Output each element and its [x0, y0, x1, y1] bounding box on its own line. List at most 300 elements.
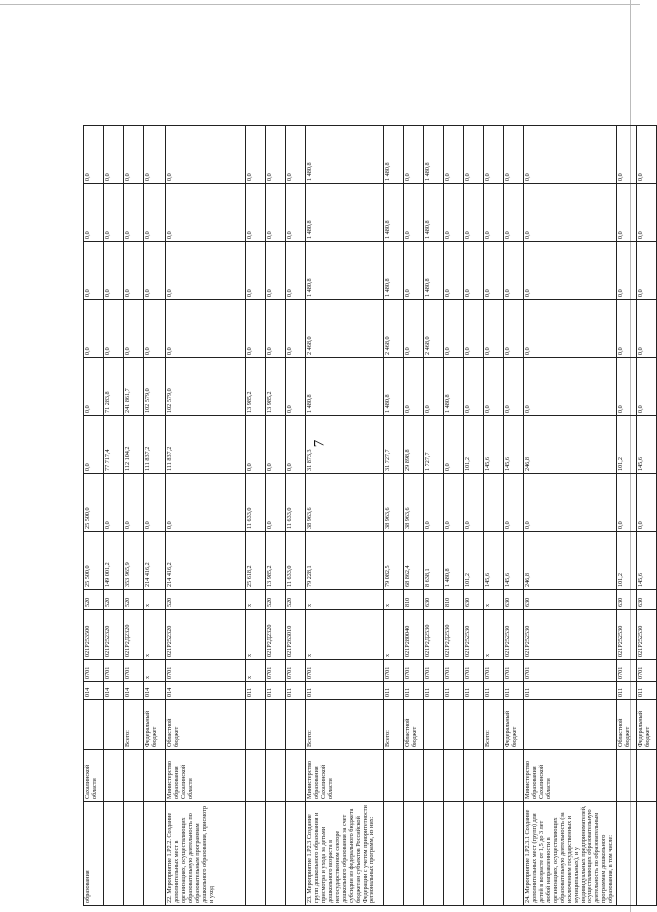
cell-executor: [384, 750, 404, 802]
cell-activity: [384, 802, 404, 906]
cell-y2026: 0,0: [444, 126, 464, 184]
cell-gr: 011: [404, 682, 424, 700]
cell-section: 0701: [166, 660, 246, 682]
cell-y2022: 102 579,0: [166, 358, 246, 416]
cell-y2020: 0,0: [444, 474, 464, 532]
cell-total: 1 480,8: [444, 532, 464, 590]
cell-vr: 810: [444, 590, 464, 610]
cell-y2024: 0,0: [617, 242, 637, 300]
cell-y2020: 0,0: [124, 474, 144, 532]
cell-source: [424, 700, 444, 750]
cell-source: [444, 700, 464, 750]
cell-y2023: 2 468,0: [306, 300, 384, 358]
cell-y2023: 0,0: [246, 300, 266, 358]
cell-section: 0701: [464, 660, 484, 682]
cell-y2026: 1 480,8: [384, 126, 404, 184]
cell-section: 0701: [484, 660, 504, 682]
cell-y2025: 0,0: [617, 184, 637, 242]
cell-csr: 021P263010: [286, 610, 306, 660]
cell-source: [266, 700, 286, 750]
cell-executor: [404, 750, 424, 802]
cell-vr: 630: [637, 590, 657, 610]
cell-section: 0701: [384, 660, 404, 682]
cell-activity: образования: [84, 802, 104, 906]
cell-y2025: 0,0: [484, 184, 504, 242]
cell-y2022: 0,0: [286, 358, 306, 416]
cell-y2020: 25 500,0: [84, 474, 104, 532]
cell-y2021: 111 837,2: [144, 416, 166, 474]
cell-y2026: 1 480,8: [424, 126, 444, 184]
cell-section: 0701: [266, 660, 286, 682]
cell-total: 101,2: [617, 532, 637, 590]
cell-total: 13 985,2: [266, 532, 286, 590]
cell-y2022: 0,0: [424, 358, 444, 416]
cell-vr: 520: [124, 590, 144, 610]
cell-executor: [504, 750, 524, 802]
cell-y2023: 0,0: [484, 300, 504, 358]
cell-vr: x: [306, 590, 384, 610]
table-row: [617, 126, 637, 906]
cell-section: 0701: [424, 660, 444, 682]
cell-y2021: 31 727,7: [384, 416, 404, 474]
cell-vr: 630: [504, 590, 524, 610]
cell-y2025: 1 480,8: [424, 184, 444, 242]
cell-y2025: 0,0: [444, 184, 464, 242]
cell-y2025: 0,0: [166, 184, 246, 242]
cell-source: Всего:: [306, 700, 384, 750]
cell-csr: 021P2Д2530: [444, 610, 464, 660]
cell-y2023: 0,0: [144, 300, 166, 358]
cell-activity: [404, 802, 424, 906]
cell-gr: 011: [617, 682, 637, 700]
cell-csr: x: [306, 610, 384, 660]
cell-activity: [266, 802, 286, 906]
cell-y2024: 0,0: [444, 242, 464, 300]
cell-gr: 011: [464, 682, 484, 700]
cell-y2021: 145,6: [637, 416, 657, 474]
cell-y2024: 1 480,8: [424, 242, 444, 300]
cell-y2026: 0,0: [246, 126, 266, 184]
cell-source: [286, 700, 306, 750]
cell-y2026: 0,0: [617, 126, 637, 184]
cell-y2024: 0,0: [504, 242, 524, 300]
table-row: [524, 126, 617, 906]
table-row: [424, 126, 444, 906]
cell-activity: [246, 802, 266, 906]
cell-y2025: 0,0: [286, 184, 306, 242]
cell-y2022: 0,0: [404, 358, 424, 416]
cell-y2022: 0,0: [617, 358, 637, 416]
cell-csr: 021P252530: [524, 610, 617, 660]
cell-total: 145,6: [637, 532, 657, 590]
cell-y2021: 246,8: [524, 416, 617, 474]
cell-y2026: 0,0: [124, 126, 144, 184]
cell-y2020: [484, 474, 504, 532]
cell-executor: Министерство образования Сахалинской области: [166, 750, 246, 802]
cell-total: 68 862,4: [404, 532, 424, 590]
cell-y2026: 0,0: [524, 126, 617, 184]
cell-vr: 520: [266, 590, 286, 610]
cell-y2021: 77 717,4: [104, 416, 124, 474]
cell-y2020: 11 633,0: [286, 474, 306, 532]
cell-y2025: 0,0: [464, 184, 484, 242]
cell-y2020: 0,0: [104, 474, 124, 532]
cell-section: 0701: [84, 660, 104, 682]
cell-activity: [144, 802, 166, 906]
cell-vr: 630: [617, 590, 637, 610]
cell-source: [84, 700, 104, 750]
cell-source: [104, 700, 124, 750]
cell-activity: [286, 802, 306, 906]
cell-y2024: 0,0: [266, 242, 286, 300]
cell-csr: 021P252320: [104, 610, 124, 660]
cell-vr: 520: [84, 590, 104, 610]
cell-vr: x: [384, 590, 404, 610]
cell-y2026: 0,0: [637, 126, 657, 184]
cell-gr: 011: [444, 682, 464, 700]
cell-total: 79 228,1: [306, 532, 384, 590]
cell-vr: x: [246, 590, 266, 610]
cell-y2022: 13 985,2: [246, 358, 266, 416]
table-row: [124, 126, 144, 906]
cell-csr: 021P252530: [464, 610, 484, 660]
cell-y2023: 0,0: [266, 300, 286, 358]
cell-y2022: 1 480,8: [444, 358, 464, 416]
cell-y2025: 0,0: [266, 184, 286, 242]
table-row: [306, 126, 384, 906]
table-row: [84, 126, 104, 906]
cell-y2022: 0,0: [84, 358, 104, 416]
cell-source: [524, 700, 617, 750]
cell-csr: x: [144, 610, 166, 660]
cell-executor: [484, 750, 504, 802]
cell-source: [246, 700, 266, 750]
cell-y2022: 71 283,8: [104, 358, 124, 416]
cell-total: 214 416,2: [144, 532, 166, 590]
cell-activity: [464, 802, 484, 906]
cell-y2022: 0,0: [464, 358, 484, 416]
cell-y2022: 1 480,8: [384, 358, 404, 416]
table-row: [384, 126, 404, 906]
cell-y2024: 0,0: [484, 242, 504, 300]
cell-y2021: 101,2: [617, 416, 637, 474]
cell-csr: 021P2Д2320: [266, 610, 286, 660]
cell-y2022: 0,0: [504, 358, 524, 416]
cell-activity: [637, 802, 657, 906]
cell-section: 0701: [306, 660, 384, 682]
cell-y2024: 0,0: [404, 242, 424, 300]
cell-y2022: 1 480,8: [306, 358, 384, 416]
cell-activity: [617, 802, 637, 906]
cell-y2024: 0,0: [84, 242, 104, 300]
cell-y2022: 102 579,0: [144, 358, 166, 416]
cell-y2023: 0,0: [166, 300, 246, 358]
table-row: [484, 126, 504, 906]
cell-y2023: 0,0: [444, 300, 464, 358]
cell-section: x: [144, 660, 166, 682]
cell-source: Всего:: [384, 700, 404, 750]
cell-executor: [637, 750, 657, 802]
cell-y2026: 0,0: [104, 126, 124, 184]
cell-y2024: 0,0: [166, 242, 246, 300]
cell-total: 8 638,1: [424, 532, 444, 590]
cell-y2026: 0,0: [464, 126, 484, 184]
cell-y2025: 0,0: [246, 184, 266, 242]
cell-total: 25 500,0: [84, 532, 104, 590]
cell-activity: 24. Мероприятие 1.P2.3.1 Создание дополнительных мест (групп) для детей в возрасте от 1,5 до 3 лет любой направленности в организациях, осуществляющих образовательную деятельность (за исключением государственных и муниципальных), и у индивидуальных предпринимателей, осуществляющих образовательную деятельность по образовательным программам дошкольного образования, в том числе:: [524, 802, 617, 906]
cell-y2021: 111 837,2: [166, 416, 246, 474]
cell-y2020: 0,0: [166, 474, 246, 532]
cell-y2022: 0,0: [637, 358, 657, 416]
cell-total: 214 416,2: [166, 532, 246, 590]
cell-csr: 021P2Д2320: [124, 610, 144, 660]
cell-csr: 021P252320: [166, 610, 246, 660]
cell-y2025: 0,0: [637, 184, 657, 242]
table-row: [404, 126, 424, 906]
cell-y2023: 0,0: [104, 300, 124, 358]
cell-y2026: 1 480,8: [306, 126, 384, 184]
cell-y2026: 0,0: [266, 126, 286, 184]
cell-y2023: 0,0: [84, 300, 104, 358]
cell-executor: [266, 750, 286, 802]
cell-y2025: 0,0: [144, 184, 166, 242]
cell-gr: 014: [104, 682, 124, 700]
cell-gr: 014: [144, 682, 166, 700]
cell-gr: 011: [484, 682, 504, 700]
cell-total: 25 618,2: [246, 532, 266, 590]
cell-y2023: 0,0: [404, 300, 424, 358]
cell-y2025: 1 480,8: [306, 184, 384, 242]
cell-csr: 021P253500: [84, 610, 104, 660]
cell-section: x: [246, 660, 266, 682]
cell-y2026: 0,0: [286, 126, 306, 184]
cell-y2024: 0,0: [246, 242, 266, 300]
cell-y2024: 0,0: [124, 242, 144, 300]
cell-y2020: 11 633,0: [246, 474, 266, 532]
cell-gr: 011: [306, 682, 384, 700]
cell-activity: [444, 802, 464, 906]
cell-y2026: 0,0: [404, 126, 424, 184]
cell-y2024: 0,0: [144, 242, 166, 300]
cell-section: 0701: [637, 660, 657, 682]
cell-y2024: 0,0: [524, 242, 617, 300]
cell-total: 101,2: [464, 532, 484, 590]
cell-total: 246,8: [524, 532, 617, 590]
cell-y2025: 0,0: [524, 184, 617, 242]
cell-y2022: 13 985,2: [266, 358, 286, 416]
cell-vr: 630: [464, 590, 484, 610]
cell-y2021: 0,0: [266, 416, 286, 474]
cell-y2024: 0,0: [464, 242, 484, 300]
cell-y2026: 0,0: [484, 126, 504, 184]
cell-y2026: 0,0: [166, 126, 246, 184]
cell-source: Областной бюджет: [404, 700, 424, 750]
cell-activity: [124, 802, 144, 906]
cell-section: 0701: [444, 660, 464, 682]
cell-y2020: 0,0: [637, 474, 657, 532]
cell-total: 79 082,5: [384, 532, 404, 590]
cell-y2020: 0,0: [617, 474, 637, 532]
cell-y2024: 0,0: [637, 242, 657, 300]
cell-y2025: 0,0: [124, 184, 144, 242]
cell-executor: [144, 750, 166, 802]
table-row: [266, 126, 286, 906]
cell-source: Федеральный бюджет: [637, 700, 657, 750]
cell-y2021: 145,6: [484, 416, 504, 474]
cell-y2025: 0,0: [84, 184, 104, 242]
cell-section: 0701: [124, 660, 144, 682]
cell-y2020: 38 963,6: [404, 474, 424, 532]
cell-vr: x: [144, 590, 166, 610]
cell-executor: [246, 750, 266, 802]
cell-source: Областной бюджет: [617, 700, 637, 750]
cell-y2023: 0,0: [524, 300, 617, 358]
cell-y2023: 0,0: [464, 300, 484, 358]
cell-gr: 014: [166, 682, 246, 700]
table-row: [286, 126, 306, 906]
table-row: [144, 126, 166, 906]
cell-executor: [617, 750, 637, 802]
cell-source: Всего:: [124, 700, 144, 750]
cell-y2025: 0,0: [504, 184, 524, 242]
cell-y2020: 38 963,6: [384, 474, 404, 532]
cell-y2024: 0,0: [286, 242, 306, 300]
cell-vr: 520: [166, 590, 246, 610]
cell-source: Федеральный бюджет: [504, 700, 524, 750]
cell-executor: [464, 750, 484, 802]
cell-y2021: 0,0: [246, 416, 266, 474]
cell-executor: [124, 750, 144, 802]
cell-total: 11 633,0: [286, 532, 306, 590]
cell-gr: 011: [266, 682, 286, 700]
table-row: [637, 126, 657, 906]
cell-y2021: 0,0: [444, 416, 464, 474]
cell-y2023: 0,0: [286, 300, 306, 358]
budget-table: [83, 125, 657, 906]
cell-section: 0701: [104, 660, 124, 682]
cell-csr: x: [384, 610, 404, 660]
cell-gr: 014: [124, 682, 144, 700]
cell-total: 353 965,9: [124, 532, 144, 590]
cell-executor: [104, 750, 124, 802]
cell-y2021: 1 727,7: [424, 416, 444, 474]
cell-executor: Министерство образования Сахалинской области: [524, 750, 617, 802]
cell-executor: Сахалинской области: [84, 750, 104, 802]
cell-vr: 630: [524, 590, 617, 610]
cell-y2024: 1 480,8: [306, 242, 384, 300]
cell-activity: 22. Мероприятие 1.P2.2. Создание дополнительных мест в организациях, осуществляющих образовательную деятельность по образовательным программам дошкольного образования, присмотр и уход: [166, 802, 246, 906]
cell-section: 0701: [524, 660, 617, 682]
cell-y2026: 0,0: [504, 126, 524, 184]
cell-activity: [484, 802, 504, 906]
cell-gr: 011: [424, 682, 444, 700]
cell-total: 149 001,2: [104, 532, 124, 590]
cell-total: 145,6: [484, 532, 504, 590]
cell-activity: [424, 802, 444, 906]
cell-executor: [444, 750, 464, 802]
cell-y2021: 112 104,2: [124, 416, 144, 474]
cell-csr: 021P252530: [637, 610, 657, 660]
cell-y2020: 0,0: [144, 474, 166, 532]
page-number: 7: [311, 439, 328, 448]
cell-y2021: 31 873,3: [306, 416, 384, 474]
cell-y2021: 145,6: [504, 416, 524, 474]
cell-gr: 011: [384, 682, 404, 700]
cell-vr: 520: [104, 590, 124, 610]
cell-csr: x: [246, 610, 266, 660]
cell-gr: 011: [286, 682, 306, 700]
cell-gr: 011: [524, 682, 617, 700]
cell-source: Областной бюджет: [166, 700, 246, 750]
cell-y2023: 2 468,0: [384, 300, 404, 358]
cell-source: [464, 700, 484, 750]
cell-y2020: 0,0: [464, 474, 484, 532]
cell-y2021: 0,0: [286, 416, 306, 474]
cell-y2023: 0,0: [637, 300, 657, 358]
cell-csr: 021P280040: [404, 610, 424, 660]
cell-y2020: 38 963,6: [306, 474, 384, 532]
cell-gr: 014: [84, 682, 104, 700]
cell-y2025: 0,0: [404, 184, 424, 242]
table-row: [444, 126, 464, 906]
cell-gr: 011: [504, 682, 524, 700]
cell-y2022: 241 861,7: [124, 358, 144, 416]
table-row: [104, 126, 124, 906]
cell-executor: Министерство образования Сахалинской области: [306, 750, 384, 802]
cell-y2020: 0,0: [504, 474, 524, 532]
cell-source: Федеральный бюджет: [144, 700, 166, 750]
cell-vr: 630: [424, 590, 444, 610]
cell-csr: 021P252530: [504, 610, 524, 660]
table-row: [504, 126, 524, 906]
cell-activity: [504, 802, 524, 906]
table-row: [464, 126, 484, 906]
cell-csr: x: [484, 610, 504, 660]
cell-section: 0701: [617, 660, 637, 682]
cell-executor: [286, 750, 306, 802]
cell-vr: 810: [404, 590, 424, 610]
cell-y2022: 0,0: [484, 358, 504, 416]
table-row: [166, 126, 246, 906]
cell-y2024: 0,0: [104, 242, 124, 300]
cell-y2023: 2 468,0: [424, 300, 444, 358]
table-row: [246, 126, 266, 906]
cell-csr: 021P2Д2530: [424, 610, 444, 660]
cell-y2021: 101,2: [464, 416, 484, 474]
cell-y2020: 0,0: [424, 474, 444, 532]
cell-y2026: 0,0: [144, 126, 166, 184]
cell-y2023: 0,0: [124, 300, 144, 358]
cell-section: 0701: [504, 660, 524, 682]
cell-y2020: 0,0: [524, 474, 617, 532]
cell-activity: 23. Мероприятие 1.P2.3 Создание групп дошкольного образования и присмотра и ухода за детьми дошкольного возраста в негосударственном секторе дошкольного образования за счет субсидии из федерального бюджета бюджетам субъектов Российской Федерации с учетом приоритетности региональных программ, из них:: [306, 802, 384, 906]
cell-y2026: 0,0: [84, 126, 104, 184]
cell-activity: [104, 802, 124, 906]
cell-vr: 520: [286, 590, 306, 610]
cell-total: 145,6: [504, 532, 524, 590]
cell-y2025: 1 480,8: [384, 184, 404, 242]
cell-csr: 021P252530: [617, 610, 637, 660]
cell-source: Всего:: [484, 700, 504, 750]
cell-y2021: 0,0: [84, 416, 104, 474]
cell-y2023: 0,0: [504, 300, 524, 358]
cell-executor: [424, 750, 444, 802]
cell-vr: x: [484, 590, 504, 610]
cell-y2023: 0,0: [617, 300, 637, 358]
cell-y2021: 29 898,8: [404, 416, 424, 474]
cell-gr: 011: [246, 682, 266, 700]
cell-y2024: 1 480,8: [384, 242, 404, 300]
